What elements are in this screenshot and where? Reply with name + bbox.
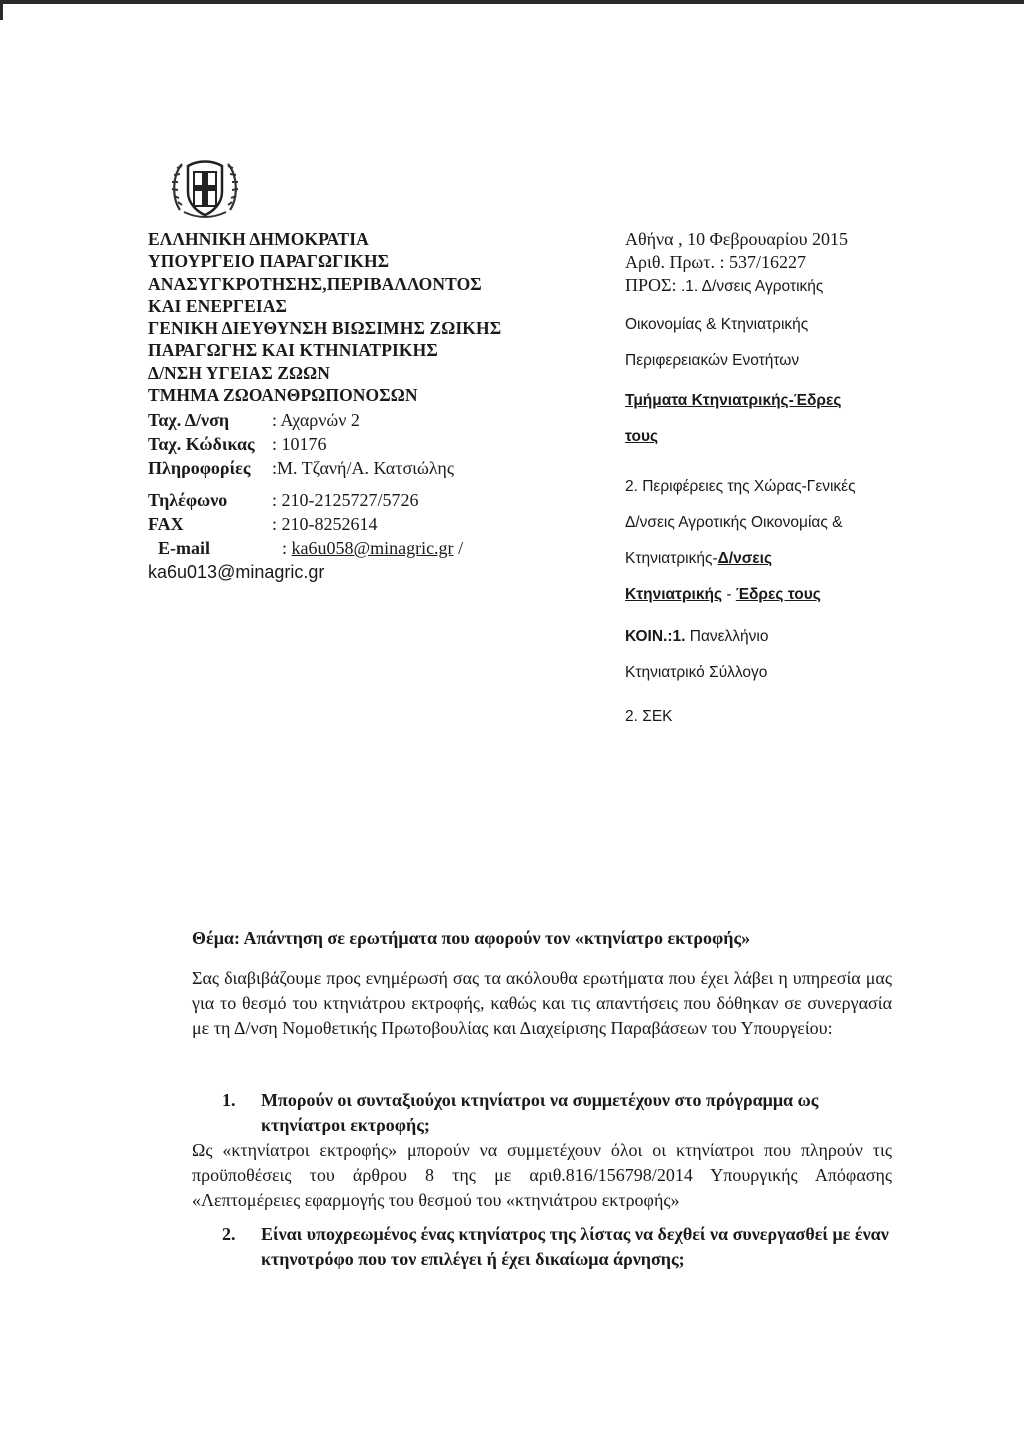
to-1d: Τμήματα Κτηνιατρικής-Έδρες bbox=[625, 392, 842, 409]
to-1c: Περιφερειακών Ενοτήτων bbox=[625, 352, 800, 369]
question-1-text: Μπορούν οι συνταξιούχοι κτηνίατροι να συμμετέχουν στο πρόγραμμα ως κτηνίατροι εκτροφής; bbox=[261, 1090, 819, 1135]
postcode-value: : 10176 bbox=[272, 434, 327, 455]
to-2d-bold1: Κτηνιατρικής bbox=[625, 586, 723, 603]
to-2d-sep: - bbox=[722, 586, 736, 603]
fax-row bbox=[148, 512, 608, 536]
subject-line: Θέμα: Απάντηση σε ερωτήματα που αφορούν τον «κτηνίατρο εκτροφής» bbox=[192, 928, 751, 948]
to-2a: 2. Περιφέρειες της Χώρας-Γενικές bbox=[625, 478, 856, 495]
to-2c-plain: Κτηνιατρικής- bbox=[625, 550, 718, 567]
question-2-title bbox=[222, 1222, 892, 1272]
cc-line bbox=[625, 628, 925, 646]
email-slash: / bbox=[453, 538, 464, 558]
question-2-number: 2. bbox=[222, 1224, 236, 1244]
org-line: ΕΛΛΗΝΙΚΗ ΔΗΜΟΚΡΑΤΙΑ bbox=[148, 229, 369, 249]
cc-2: 2. ΣΕΚ bbox=[625, 708, 673, 725]
cc-label: ΚΟΙΝ.:1. bbox=[625, 628, 686, 645]
postcode-row bbox=[148, 432, 588, 456]
address-label: Ταχ. Δ/νση bbox=[148, 410, 230, 431]
scan-edge-top bbox=[0, 0, 1024, 4]
to-2b: Δ/νσεις Αγροτικής Οικονομίας & bbox=[625, 514, 843, 531]
org-line: ΚΑΙ ΕΝΕΡΓΕΙΑΣ bbox=[148, 295, 288, 316]
question-2-text: Είναι υποχρεωμένος ένας κτηνίατρος της λίστας να δεχθεί να συνεργασθεί με έναν κτηνοτρόφο που τον επιλέγει ή έχει δικαίωμα άρνησης; bbox=[261, 1224, 889, 1269]
org-line: ΠΑΡΑΓΩΓΗΣ ΚΑΙ ΚΤΗΝΙΑΤΡΙΚΗΣ bbox=[148, 340, 438, 361]
question-1-number: 1. bbox=[222, 1090, 236, 1110]
org-line: Δ/ΝΣΗ ΥΓΕΙΑΣ ΖΩΩΝ bbox=[148, 362, 330, 383]
to-2c-bold: Δ/νσεις bbox=[717, 550, 773, 567]
protocol-line: Αριθ. Πρωτ. : 537/16227 bbox=[625, 252, 807, 272]
to-2c bbox=[625, 550, 925, 568]
question-1-title bbox=[222, 1088, 892, 1138]
email-link-1[interactable]: ka6u058@minagric.gr bbox=[291, 538, 454, 558]
sender-block bbox=[148, 228, 588, 480]
phone-value: : 210-2125727/5726 bbox=[272, 490, 419, 510]
to-prefix: ΠΡΟΣ: bbox=[625, 275, 681, 295]
to-2d bbox=[625, 586, 925, 604]
address-value: : Αχαρνών 2 bbox=[272, 410, 360, 431]
to-2d-bold2: Έδρες τους bbox=[735, 586, 821, 603]
to-line bbox=[625, 274, 925, 298]
question-1 bbox=[192, 1088, 892, 1213]
scan-edge-left bbox=[0, 0, 3, 20]
date-line: Αθήνα , 10 Φεβρουαρίου 2015 bbox=[625, 229, 849, 249]
email-link-2[interactable]: ka6u013@minagric.gr bbox=[148, 562, 325, 582]
email-label: E-mail bbox=[158, 538, 210, 558]
to-1e: τους bbox=[625, 428, 659, 445]
info-value: :Μ. Τζανή/Α. Κατσιώλης bbox=[272, 458, 454, 479]
phone-label: Τηλέφωνο bbox=[148, 490, 228, 510]
contact-block bbox=[148, 488, 608, 584]
email-row bbox=[148, 536, 608, 560]
answer-1: Ως «κτηνίατροι εκτροφής» μπορούν να συμμετέχουν όλοι οι κτηνίατροι που πληρούν τις προϋποθέσεις του άρθρου 8 της με αριθ.816/156798/2014 Υπουργικής Απόφασης «Λεπτομέρειες εφαρμογής του θεσμού του «κτηνιάτρου εκτροφής» bbox=[192, 1140, 892, 1210]
question-2 bbox=[192, 1222, 892, 1272]
postcode-label: Ταχ. Κώδικας bbox=[148, 434, 255, 455]
greek-coat-of-arms-icon bbox=[170, 152, 240, 222]
recipients-block bbox=[625, 228, 925, 726]
org-line: ΓΕΝΙΚΗ ΔΙΕΥΘΥΝΣΗ ΒΙΩΣΙΜΗΣ ΖΩΙΚΗΣ bbox=[148, 318, 502, 339]
cc-1b: Κτηνιατρικό Σύλλογο bbox=[625, 664, 768, 681]
email-separator: : bbox=[282, 538, 292, 558]
address-row bbox=[148, 408, 588, 432]
phone-row bbox=[148, 488, 608, 512]
org-line: ΤΜΗΜΑ ΖΩΟΑΝΘΡΩΠΟΝΟΣΩΝ bbox=[148, 385, 418, 406]
fax-value: : 210-8252614 bbox=[272, 514, 378, 534]
org-line: ΑΝΑΣΥΓΚΡΟΤΗΣΗΣ,ΠΕΡΙΒΑΛΛΟΝΤΟΣ bbox=[148, 273, 482, 294]
info-row bbox=[148, 456, 588, 480]
to-1b: Οικονομίας & Κτηνιατρικής bbox=[625, 316, 809, 333]
info-label: Πληροφορίες bbox=[148, 458, 251, 479]
intro-paragraph: Σας διαβιβάζουμε προς ενημέρωσή σας τα ακόλουθα ερωτήματα που έχει λάβει η υπηρεσία μας για το θεσμό του κτηνιάτρου εκτροφής, καθώς και τις απαντήσεις που δόθηκαν σε συνεργασία με τη Δ/νση Νομοθετικής Πρωτοβουλίας και Διαχείρισης Παραβάσεων του Υπουργείου: bbox=[192, 968, 892, 1038]
cc-1a: Πανελλήνιο bbox=[685, 628, 769, 645]
org-line: ΥΠΟΥΡΓΕΙΟ ΠΑΡΑΓΩΓΙΚΗΣ bbox=[148, 251, 390, 272]
fax-label: FAX bbox=[148, 514, 184, 534]
to-1a: .1. Δ/νσεις Αγροτικής bbox=[681, 278, 824, 295]
